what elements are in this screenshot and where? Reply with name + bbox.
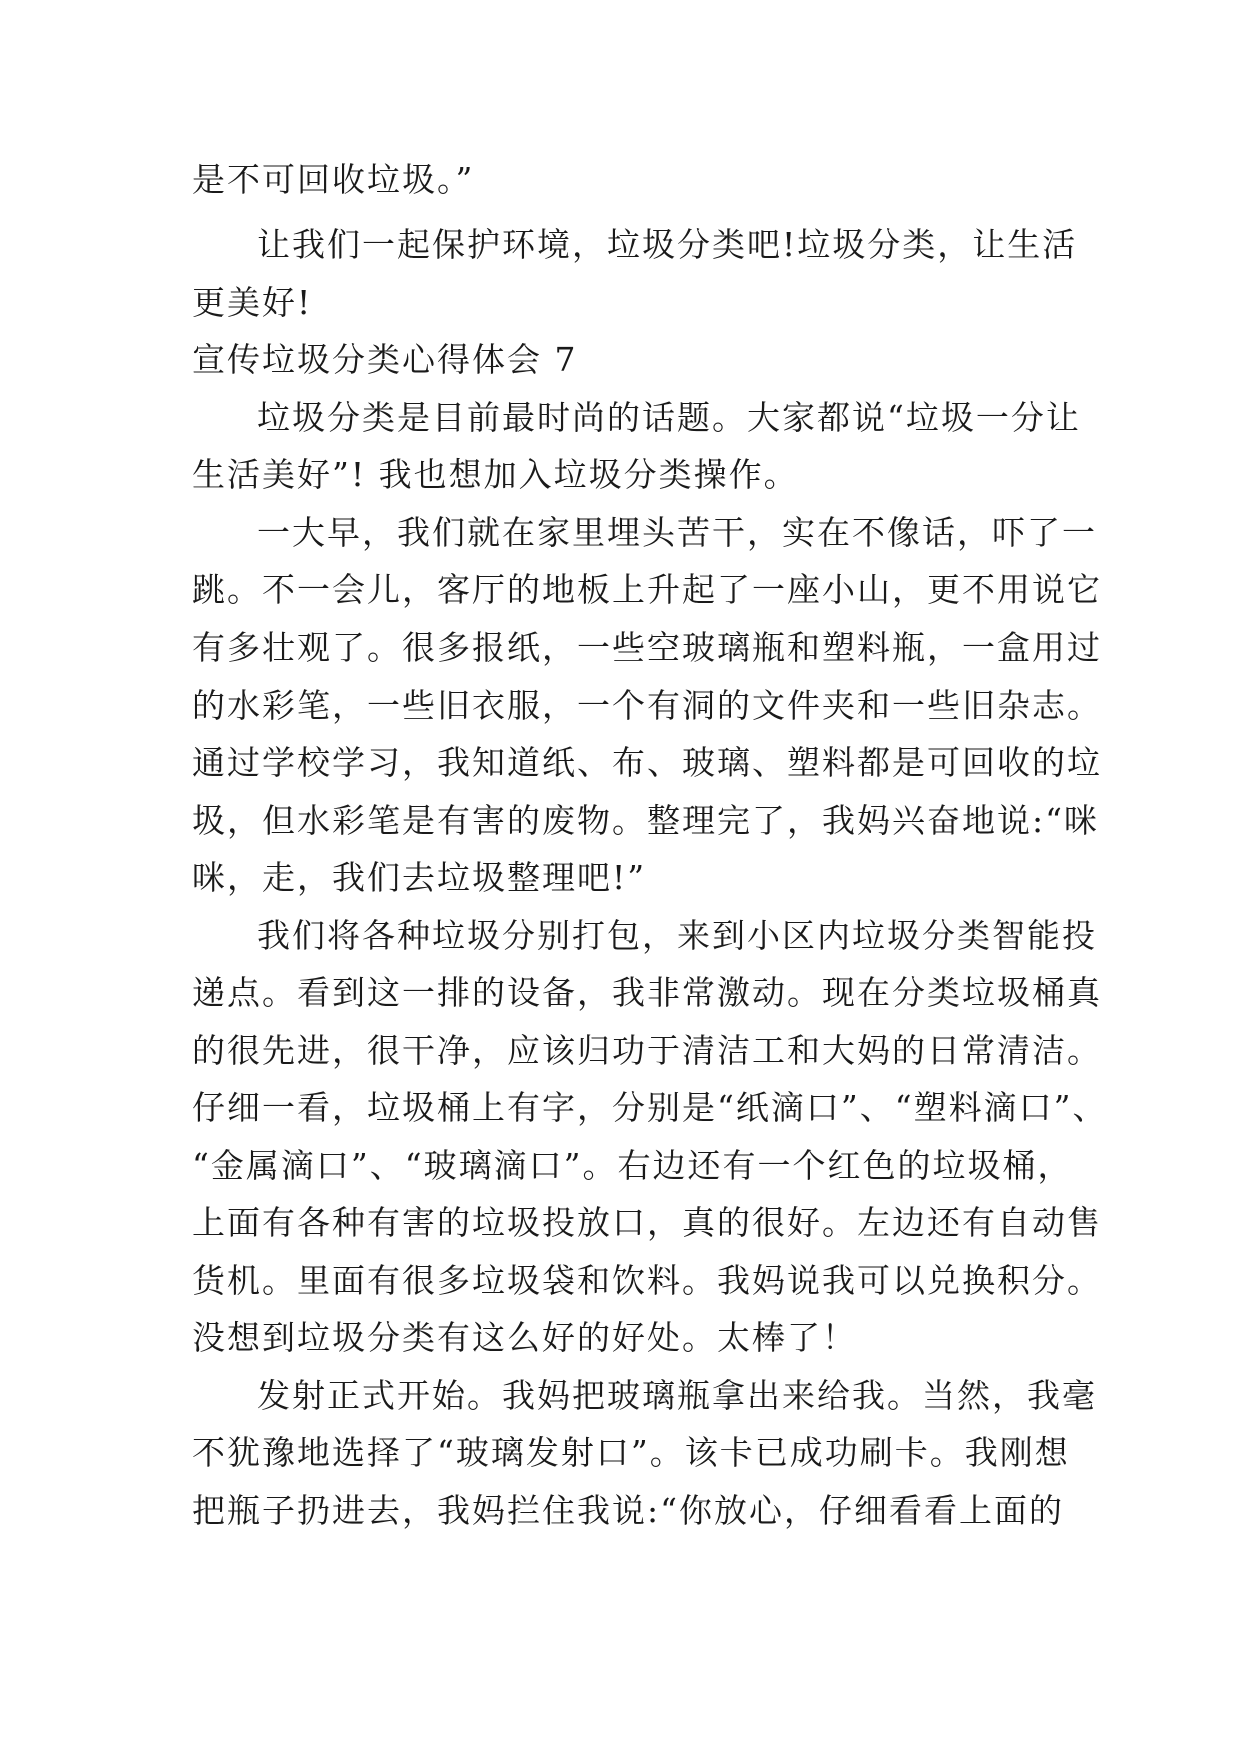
text-line: 上面有各种有害的垃圾投放口，真的很好。左边还有自动售 [192,1203,1102,1242]
paragraph-start: 一大早，我们就在家里埋头苦干，实在不像话，吓了一 [257,513,1097,552]
text-line: 不犹豫地选择了“玻璃发射口”。该卡已成功刷卡。我刚想 [192,1433,1070,1472]
text-line: 生活美好”! 我也想加入垃圾分类操作。 [192,455,799,494]
text-line: 递点。看到这一排的设备，我非常激动。现在分类垃圾桶真 [192,973,1102,1012]
section-heading: 宣传垃圾分类心得体会 7 [192,340,578,379]
text-line: 更美好! [192,283,313,322]
text-line: 没想到垃圾分类有这么好的好处。太棒了！ [192,1318,857,1357]
text-line: 的很先进，很干净，应该归功于清洁工和大妈的日常清洁。 [192,1031,1102,1070]
text-line: 圾，但水彩笔是有害的废物。整理完了，我妈兴奋地说:“咪 [192,801,1099,840]
text-line: 跳。不一会儿，客厅的地板上升起了一座小山，更不用说它 [192,570,1102,609]
paragraph-start: 发射正式开始。我妈把玻璃瓶拿出来给我。当然，我毫 [257,1376,1097,1415]
paragraph-start: 我们将各种垃圾分别打包，来到小区内垃圾分类智能投 [257,916,1097,955]
text-line: 咪，走，我们去垃圾整理吧!” [192,858,647,897]
text-line: 有多壮观了。很多报纸，一些空玻璃瓶和塑料瓶，一盒用过 [192,628,1102,667]
text-line: 货机。里面有很多垃圾袋和饮料。我妈说我可以兑换积分。 [192,1261,1102,1300]
text-line: 是不可回收垃圾。” [192,160,475,199]
paragraph-start: 垃圾分类是目前最时尚的话题。大家都说“垃圾一分让 [257,398,1081,437]
text-line: 把瓶子扔进去，我妈拦住我说:“你放心，仔细看看上面的 [192,1491,1064,1530]
paragraph-start: 让我们一起保护环境，垃圾分类吧!垃圾分类，让生活 [257,225,1078,264]
text-line: “金属滴口”、“玻璃滴口”。右边还有一个红色的垃圾桶， [192,1146,1073,1185]
text-line: 的水彩笔，一些旧衣服，一个有洞的文件夹和一些旧杂志。 [192,686,1102,725]
text-line: 通过学校学习，我知道纸、布、玻璃、塑料都是可回收的垃 [192,743,1102,782]
text-line: 仔细一看，垃圾桶上有字，分别是“纸滴口”、“塑料滴口”、 [192,1088,1108,1127]
